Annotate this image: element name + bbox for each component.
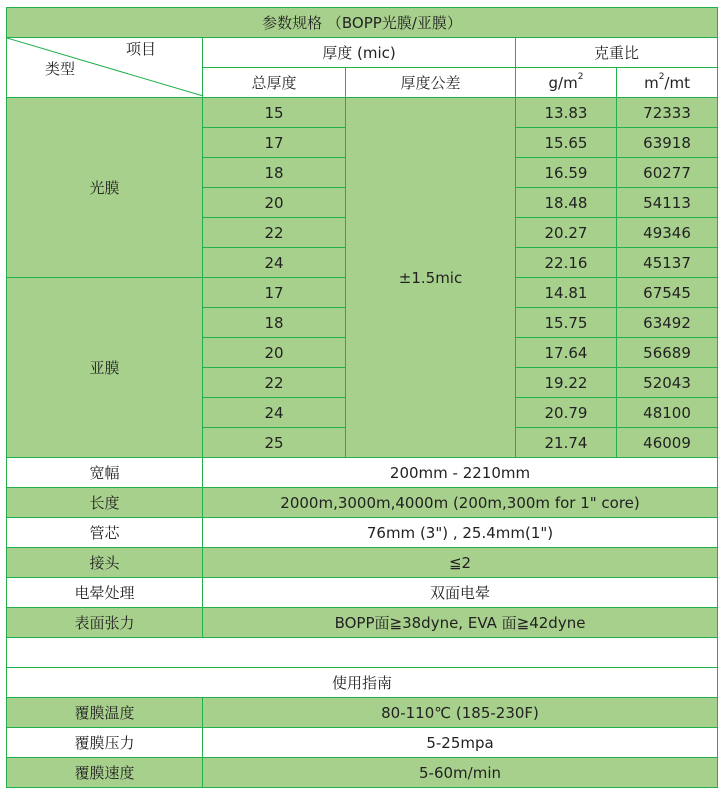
header-gsm-base: g/m: [548, 73, 578, 92]
film-type-cell: 亚膜: [7, 278, 203, 458]
usage-value: 5-25mpa: [203, 728, 718, 758]
film-type-cell: 光膜: [7, 98, 203, 278]
m2mt-cell: 67545: [617, 278, 718, 308]
gsm-cell: 19.22: [516, 368, 617, 398]
diagonal-line: [7, 38, 203, 96]
gsm-cell: 16.59: [516, 158, 617, 188]
header-type-label: 类型: [45, 60, 76, 78]
m2mt-cell: 52043: [617, 368, 718, 398]
m2mt-cell: 45137: [617, 248, 718, 278]
header-thickness-tolerance: 厚度公差: [346, 68, 516, 98]
table-row: [7, 98, 718, 128]
gsm-cell: 20.27: [516, 218, 617, 248]
usage-row: [7, 698, 718, 728]
usage-value: 5-60m/min: [203, 758, 718, 788]
m2mt-cell: 60277: [617, 158, 718, 188]
gsm-cell: 14.81: [516, 278, 617, 308]
total-thickness-cell: 24: [203, 398, 346, 428]
header-gsm: [516, 68, 617, 98]
spec-row: [7, 488, 718, 518]
total-thickness-cell: 22: [203, 368, 346, 398]
spec-label: 宽幅: [7, 458, 203, 488]
m2mt-cell: 48100: [617, 398, 718, 428]
total-thickness-cell: 17: [203, 278, 346, 308]
thickness-tolerance-cell: ±1.5mic: [346, 98, 516, 458]
m2mt-cell: 72333: [617, 98, 718, 128]
total-thickness-cell: 22: [203, 218, 346, 248]
spec-label: 电晕处理: [7, 578, 203, 608]
blank-row: [7, 638, 718, 668]
spec-label: 管芯: [7, 518, 203, 548]
spec-row: [7, 578, 718, 608]
m2mt-cell: 56689: [617, 338, 718, 368]
spec-row: [7, 608, 718, 638]
header-m2mt-base: m: [644, 73, 659, 92]
spec-value: BOPP面≧38dyne, EVA 面≧42dyne: [203, 608, 718, 638]
spec-row: [7, 458, 718, 488]
diagonal-header-cell: [7, 38, 203, 98]
total-thickness-cell: 20: [203, 338, 346, 368]
table-title: 参数规格 （BOPP光膜/亚膜）: [7, 8, 718, 38]
m2mt-cell: 63492: [617, 308, 718, 338]
spec-value: ≦2: [203, 548, 718, 578]
gsm-cell: 13.83: [516, 98, 617, 128]
header-weight-ratio-group: 克重比: [516, 38, 718, 68]
m2mt-cell: 54113: [617, 188, 718, 218]
header-total-thickness: 总厚度: [203, 68, 346, 98]
gsm-cell: 20.79: [516, 398, 617, 428]
gsm-cell: 15.65: [516, 128, 617, 158]
header-gsm-exp: 2: [577, 71, 584, 82]
usage-value: 80-110℃ (185-230F): [203, 698, 718, 728]
m2mt-cell: 49346: [617, 218, 718, 248]
spec-value: 2000m,3000m,4000m (200m,300m for 1" core): [203, 488, 718, 518]
title-row: [7, 8, 718, 38]
usage-title: 使用指南: [7, 668, 718, 698]
header-m2mt: [617, 68, 718, 98]
total-thickness-cell: 18: [203, 308, 346, 338]
spec-value: 双面电晕: [203, 578, 718, 608]
total-thickness-cell: 24: [203, 248, 346, 278]
total-thickness-cell: 25: [203, 428, 346, 458]
gsm-cell: 15.75: [516, 308, 617, 338]
total-thickness-cell: 20: [203, 188, 346, 218]
gsm-cell: 22.16: [516, 248, 617, 278]
spec-label: 接头: [7, 548, 203, 578]
spec-value: 76mm (3") , 25.4mm(1"): [203, 518, 718, 548]
usage-row: [7, 758, 718, 788]
m2mt-cell: 63918: [617, 128, 718, 158]
usage-label: 覆膜压力: [7, 728, 203, 758]
header-item-label: 项目: [125, 40, 156, 58]
usage-label: 覆膜速度: [7, 758, 203, 788]
total-thickness-cell: 15: [203, 98, 346, 128]
total-thickness-cell: 17: [203, 128, 346, 158]
gsm-cell: 18.48: [516, 188, 617, 218]
spec-row: [7, 518, 718, 548]
spec-label: 表面张力: [7, 608, 203, 638]
gsm-cell: 21.74: [516, 428, 617, 458]
usage-title-row: [7, 668, 718, 698]
blank-cell: [7, 638, 718, 668]
spec-label: 长度: [7, 488, 203, 518]
header-thickness-group: 厚度 (mic): [203, 38, 516, 68]
spec-table: [6, 7, 718, 788]
total-thickness-cell: 18: [203, 158, 346, 188]
header-m2mt-tail: /mt: [664, 73, 690, 92]
spec-value: 200mm - 2210mm: [203, 458, 718, 488]
gsm-cell: 17.64: [516, 338, 617, 368]
usage-row: [7, 728, 718, 758]
m2mt-cell: 46009: [617, 428, 718, 458]
spec-row: [7, 548, 718, 578]
header-row-1: [7, 38, 718, 68]
header-m2mt-exp: 2: [658, 71, 665, 82]
usage-label: 覆膜温度: [7, 698, 203, 728]
